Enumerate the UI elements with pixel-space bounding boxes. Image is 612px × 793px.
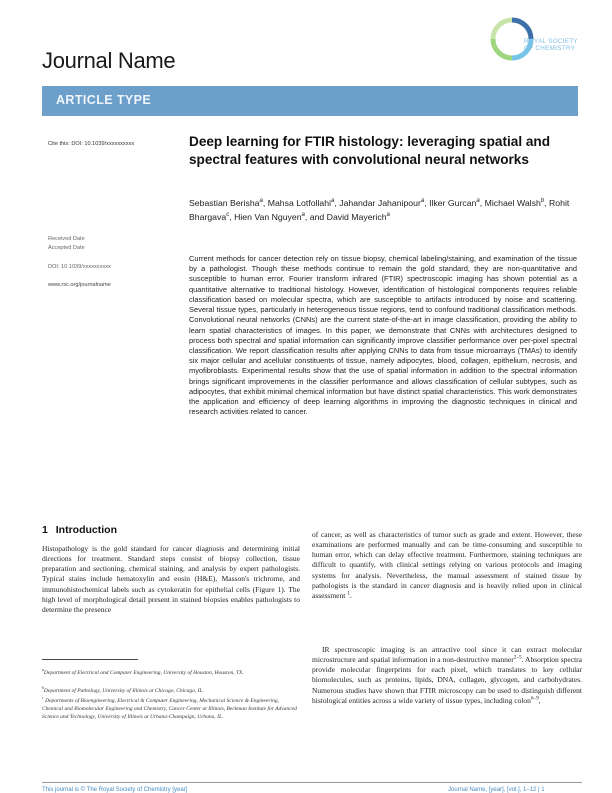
abstract: Current methods for cancer detection rely on tissue biopsy, chemical labeling/staining, and examination of the tissue by a pathologist. Though these methods continue to remain the gold standard, they are non-quantitative and susceptible to human error. Fourier transform infrared (FTIR) spectroscopic imaging has shown potential as a quantitative alternative to traditional histology. However, identification of histological components requires reliable classification based on molecular spectra, which are susceptible to artifacts introduced by noise and scattering. Several tissue types, particularly in heterogeneous tissue regions, tend to confound traditional classification methods. Convolutional neural networks (CNNs) are the current state-of-the-art in image classification, providing the ability to learn spatial characteristics of images. In this paper, we demonstrate that CNNs with architectures designed to process both spectral and spatial information can significantly improve classifier performance over per-pixel spectral classification. We report classification results after applying CNNs to data from tissue microarrays (TMAs) to identify six major cellular and acellular constituents of tissue, namely adipocytes, blood, collagen, epithelium, necrosis, and myofibroblasts. Experimental results show that the use of spatial information in addition to the spectral information brings significant improvements in the classifier performance and allows classification of cellular subtypes, such as adipocytes, that exhibit minimal chemical information but have distinct spatial characteristics. This work demonstrates the application and efficiency of deep learning algorithms in improving the diagnostic techniques in clinical and research activities related to cancer. [189, 254, 577, 417]
intro-paragraph-1: Histopathology is the gold standard for cancer diagnosis and determining initial directions for treatment. Standard steps consist of biopsy collection, tissue preparation and sectioning, chemical staining, and analysis by expert pathologists. Typical stains include hematoxylin and eosin (H&E), Masson's trichrome, and immunohistochemical labels such as cytokeratin for epithelial cells (Figure 1). The high level of morphological detail present in stained biopsies enables pathologists to determine the presence [42, 544, 300, 614]
author: Hien Van Nguyen$^a$ [234, 210, 305, 222]
rsc-logo-line1: ROYAL SOCIETY [524, 38, 578, 45]
sidebar-doi: DOI: 10.1039/xxxxxxxxxx [48, 264, 111, 270]
footnote-affiliation-b: $^b$Department of Pathology, University of Illinois at Chicago, Chicago, IL. [42, 686, 204, 694]
author: Sebastian Berisha$^a$ [189, 197, 263, 208]
article-title: Deep learning for FTIR histology: leveraging spatial and spectral features with convolutional neural networks [189, 134, 551, 167]
citation-ref[interactable]: 6–9 [530, 695, 539, 702]
author: Rohit Bhargava$^c$ [189, 198, 570, 222]
footnote-affiliation-c: $^c$ Departments of Bioengineering, Electrical & Computer Engineering, Mechanical Science & Engineering, Chemical and Biomolecular Engineering and Chemistry, Cancer Center at Illinois, Beckman Institute for Advanced Science and Technology, University of Illinois at Urbana-Champaign, Urbana, IL. [42, 696, 297, 721]
footnote-divider [42, 659, 138, 660]
citation-ref[interactable]: 1 [347, 590, 350, 597]
journal-name: Journal Name [42, 48, 176, 73]
footnote-affiliation-a: $^a$Department of Electrical and Computer Engineering, University of Houston, Houston, TX. [42, 668, 244, 676]
received-date: Received Date [48, 236, 85, 242]
author: Jahandar Jahanipour$^a$ [339, 197, 425, 208]
rsc-logo-line2: OF CHEMISTRY [524, 45, 576, 53]
article-type-label: ARTICLE TYPE [56, 93, 152, 107]
footer-copyright: This journal is © The Royal Society of Chemistry [year] [42, 787, 188, 793]
citation-ref[interactable]: 2–5 [513, 654, 522, 661]
footer-divider [42, 782, 582, 783]
author: Michael Walsh$^b$ [484, 197, 545, 208]
accepted-date: Accepted Date [48, 245, 85, 251]
footer-page-info: Journal Name, [year], [vol.], 1–12 | 1 [448, 787, 545, 793]
intro-paragraph-3: IR spectroscopic imaging is an attractive tool since it can extract molecular microstructure and spatial information in a non-destructive manner$^{2-5}$. Absorption spectra provide molecular fingerprints for each pixel, which translates to key cellular biomolecules, such as proteins, lipids, DNA, collagen, glycogen, and carbohydrates. Numerous studies have shown that FTIR microscopy can be used to distinguish different histological entities across a wide variety of tissue types, including colon$^{6-9}$, [312, 645, 582, 705]
intro-paragraph-2: of cancer, as well as characteristics of tumor such as grade and extent. However, these examinations are performed manually and can be time-consuming and susceptible to human error, which can delay effective treatment. Furthermore, staining techniques are difficult to quantify, with clinical settings relying on various protocols and imaging systems for analysis. Nevertheless, the manual assessment of stained tissue by pathologists is the standard in cancer diagnosis and is heavily relied upon in clinical assessment $^1$. [312, 530, 582, 600]
author: Ilker Gurcan$^a$ [429, 197, 480, 208]
author: David Mayerich$^a$ [326, 210, 390, 222]
author: Mahsa Lotfollahi$^a$ [267, 197, 335, 208]
section-heading-introduction: 1 Introduction [42, 524, 118, 536]
rsc-logo-text [524, 38, 578, 53]
journal-website-link[interactable]: www.rsc.org/journalname [48, 282, 111, 288]
cite-this-doi: Cite this: DOI: 10.1039/xxxxxxxxxx [48, 141, 135, 147]
author-list: Sebastian Berisha$^a$, Mahsa Lotfollahi$^a$, Jahandar Jahanipour$^a$, Ilker Gurcan$^a$, Michael Walsh$^b$, Rohit Bhargava$^c$, Hien Van Nguyen$^a$, and David Mayerich$^a$ [189, 197, 570, 222]
